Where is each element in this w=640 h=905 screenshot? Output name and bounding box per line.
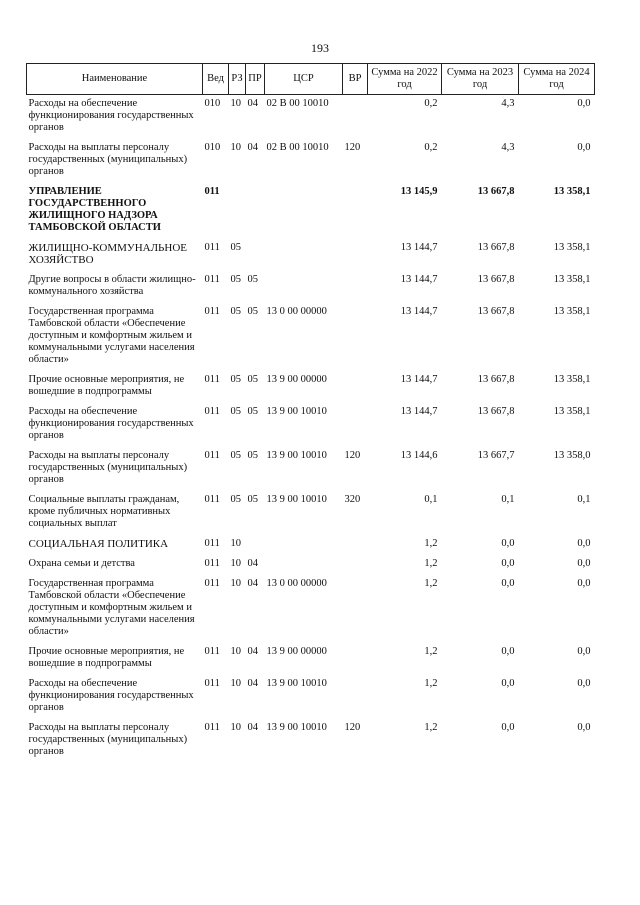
table-row (27, 95, 595, 140)
row-rz: 05 (230, 450, 241, 461)
row-sum-2024: 13 358,1 (553, 186, 591, 197)
row-pr (246, 535, 265, 555)
row-ved: 011 (204, 678, 220, 689)
row-pr: 04 (247, 578, 258, 589)
row-vr (343, 535, 368, 555)
row-pr: 05 (247, 306, 258, 317)
row-name: Государственная программа Тамбовской области «Обеспечение доступным и комфортным жильем и коммунальными услугами населения области» (28, 306, 195, 365)
row-csr: 13 9 00 00000 (266, 374, 327, 385)
row-sum-2022: 13 144,7 (400, 406, 438, 417)
row-csr: 13 9 00 10010 (266, 406, 327, 417)
table-row (27, 535, 595, 555)
row-sum-2022: 13 144,7 (400, 274, 438, 285)
row-pr: 04 (247, 98, 258, 109)
row-sum-2023: 13 667,8 (477, 374, 515, 385)
row-ved: 011 (204, 274, 220, 285)
table-row (27, 271, 595, 303)
row-rz (229, 183, 246, 239)
page-number: 193 (311, 41, 329, 55)
row-sum-2023: 13 667,8 (477, 306, 515, 317)
header-pr: ПР (246, 64, 265, 95)
row-ved: 011 (204, 306, 220, 317)
row-pr: 04 (247, 646, 258, 657)
row-sum-2022: 0,2 (424, 142, 438, 153)
row-csr: 13 0 00 00000 (266, 306, 327, 317)
row-vr: 120 (344, 142, 361, 153)
row-sum-2024: 0,0 (577, 538, 591, 549)
row-sum-2023: 0,0 (501, 578, 515, 589)
header-vr: ВР (343, 64, 368, 95)
row-sum-2023: 0,0 (501, 538, 515, 549)
row-sum-2022: 1,2 (424, 538, 438, 549)
row-ved: 011 (204, 646, 220, 657)
row-sum-2024: 0,0 (577, 646, 591, 657)
row-ved: 011 (204, 558, 220, 569)
row-sum-2022: 13 144,7 (400, 306, 438, 317)
table-row (27, 491, 595, 535)
row-sum-2024: 0,0 (577, 98, 591, 109)
row-rz: 10 (230, 142, 241, 153)
row-sum-2022: 13 145,9 (400, 186, 438, 197)
row-csr: 13 9 00 00000 (266, 646, 327, 657)
header-sum-2023: Сумма на 2023 год (442, 64, 519, 95)
row-sum-2023: 13 667,8 (477, 274, 515, 285)
row-sum-2023: 0,1 (501, 494, 515, 505)
row-sum-2024: 13 358,1 (553, 306, 591, 317)
table-row (27, 643, 595, 675)
table-row (27, 371, 595, 403)
row-rz: 10 (230, 722, 241, 733)
row-vr (343, 575, 368, 643)
row-sum-2023: 13 667,8 (477, 406, 515, 417)
row-sum-2023: 13 667,8 (477, 186, 515, 197)
row-sum-2022: 1,2 (424, 678, 438, 689)
row-sum-2022: 0,1 (424, 494, 438, 505)
row-csr (265, 535, 343, 555)
row-sum-2022: 1,2 (424, 558, 438, 569)
row-ved: 011 (204, 494, 220, 505)
header-csr: ЦСР (265, 64, 343, 95)
row-rz: 10 (230, 678, 241, 689)
row-vr (343, 303, 368, 371)
row-sum-2024: 13 358,1 (553, 406, 591, 417)
table-row (27, 555, 595, 575)
row-pr: 05 (247, 494, 258, 505)
row-name: Расходы на выплаты персоналу государственных (муниципальных) органов (28, 142, 188, 177)
row-csr: 13 9 00 10010 (266, 450, 327, 461)
table-row (27, 183, 595, 239)
row-csr: 02 В 00 10010 (266, 142, 329, 153)
row-vr (343, 403, 368, 447)
row-csr (265, 183, 343, 239)
row-ved: 011 (204, 722, 220, 733)
table-row (27, 303, 595, 371)
row-sum-2023: 4,3 (501, 142, 515, 153)
row-pr: 05 (247, 374, 258, 385)
row-ved: 011 (204, 450, 220, 461)
row-name: Расходы на обеспечение функционирования государственных органов (28, 98, 194, 133)
table-row (27, 239, 595, 271)
row-name: ЖИЛИЩНО-КОММУНАЛЬНОЕ ХОЗЯЙСТВО (28, 242, 187, 266)
row-rz: 05 (230, 242, 241, 253)
row-rz: 05 (230, 306, 241, 317)
row-ved: 011 (204, 406, 220, 417)
row-name: Другие вопросы в области жилищно-коммунального хозяйства (28, 274, 196, 297)
row-sum-2024: 13 358,1 (553, 242, 591, 253)
row-name: Охрана семьи и детства (28, 558, 135, 569)
row-pr: 04 (247, 558, 258, 569)
row-csr (265, 271, 343, 303)
row-sum-2024: 0,1 (577, 494, 591, 505)
row-rz: 10 (230, 538, 241, 549)
row-vr (343, 555, 368, 575)
table-row (27, 447, 595, 491)
row-ved: 011 (204, 538, 220, 549)
row-vr: 320 (344, 494, 361, 505)
header-sum-2022: Сумма на 2022 год (368, 64, 442, 95)
row-vr (343, 643, 368, 675)
row-name: Государственная программа Тамбовской области «Обеспечение доступным и комфортным жильем и коммунальными услугами населения области» (28, 578, 195, 637)
row-sum-2022: 13 144,6 (400, 450, 438, 461)
budget-table (26, 63, 595, 763)
row-csr: 13 9 00 10010 (266, 678, 327, 689)
row-ved: 011 (204, 578, 220, 589)
row-pr: 05 (247, 406, 258, 417)
row-name: Расходы на обеспечение функционирования государственных органов (28, 678, 194, 713)
row-vr (343, 95, 368, 140)
header-sum-2024: Сумма на 2024 год (519, 64, 595, 95)
row-vr (343, 271, 368, 303)
header-rz: РЗ (229, 64, 246, 95)
row-sum-2022: 1,2 (424, 646, 438, 657)
row-pr (246, 239, 265, 271)
row-ved: 011 (204, 242, 220, 253)
row-ved: 011 (204, 374, 220, 385)
row-sum-2022: 13 144,7 (400, 242, 438, 253)
row-sum-2023: 4,3 (501, 98, 515, 109)
row-sum-2024: 0,0 (577, 722, 591, 733)
row-name: Расходы на обеспечение функционирования государственных органов (28, 406, 194, 441)
table-header (27, 64, 595, 95)
table-row (27, 675, 595, 719)
row-pr: 05 (247, 274, 258, 285)
row-rz: 10 (230, 578, 241, 589)
row-name: Прочие основные мероприятия, не вошедшие в подпрограммы (28, 646, 185, 669)
row-sum-2024: 13 358,1 (553, 274, 591, 285)
row-vr (343, 675, 368, 719)
row-sum-2022: 0,2 (424, 98, 438, 109)
row-csr: 13 0 00 00000 (266, 578, 327, 589)
row-sum-2022: 1,2 (424, 578, 438, 589)
row-name: Прочие основные мероприятия, не вошедшие в подпрограммы (28, 374, 185, 397)
table-row (27, 575, 595, 643)
row-sum-2022: 13 144,7 (400, 374, 438, 385)
header-ved: Вед (203, 64, 229, 95)
row-sum-2023: 0,0 (501, 678, 515, 689)
row-name: СОЦИАЛЬНАЯ ПОЛИТИКА (28, 538, 169, 550)
row-vr: 120 (344, 722, 361, 733)
row-sum-2024: 0,0 (577, 142, 591, 153)
table-body (27, 95, 595, 764)
row-vr (343, 239, 368, 271)
row-sum-2023: 13 667,8 (477, 242, 515, 253)
row-csr: 02 В 00 10010 (266, 98, 329, 109)
row-ved: 010 (204, 142, 221, 153)
row-pr: 05 (247, 450, 258, 461)
row-csr (265, 555, 343, 575)
row-rz: 05 (230, 406, 241, 417)
row-csr: 13 9 00 10010 (266, 494, 327, 505)
row-sum-2024: 0,0 (577, 678, 591, 689)
row-rz: 10 (230, 646, 241, 657)
row-vr (343, 183, 368, 239)
row-pr (246, 183, 265, 239)
row-sum-2022: 1,2 (424, 722, 438, 733)
row-rz: 05 (230, 494, 241, 505)
row-pr: 04 (247, 142, 258, 153)
row-rz: 05 (230, 374, 241, 385)
row-ved: 010 (204, 98, 221, 109)
row-pr: 04 (247, 722, 258, 733)
row-name: Расходы на выплаты персоналу государственных (муниципальных) органов (28, 450, 188, 485)
row-vr (343, 371, 368, 403)
row-csr (265, 239, 343, 271)
row-sum-2023: 13 667,7 (477, 450, 515, 461)
table-row (27, 403, 595, 447)
row-sum-2024: 0,0 (577, 558, 591, 569)
row-rz: 10 (230, 558, 241, 569)
row-name: УПРАВЛЕНИЕ ГОСУДАРСТВЕННОГО ЖИЛИЩНОГО НАДЗОРА ТАМБОВСКОЙ ОБЛАСТИ (28, 186, 161, 233)
row-name: Расходы на выплаты персоналу государственных (муниципальных) органов (28, 722, 188, 757)
row-sum-2023: 0,0 (501, 646, 515, 657)
row-rz: 10 (230, 98, 241, 109)
row-sum-2024: 0,0 (577, 578, 591, 589)
header-name: Наименование (27, 64, 203, 95)
row-name: Социальные выплаты гражданам, кроме публичных нормативных социальных выплат (28, 494, 180, 529)
row-sum-2023: 0,0 (501, 558, 515, 569)
row-sum-2024: 13 358,1 (553, 374, 591, 385)
table-row (27, 139, 595, 183)
row-vr: 120 (344, 450, 361, 461)
row-ved: 011 (204, 186, 220, 197)
row-csr: 13 9 00 10010 (266, 722, 327, 733)
table-row (27, 719, 595, 763)
row-pr: 04 (247, 678, 258, 689)
row-sum-2023: 0,0 (501, 722, 515, 733)
row-sum-2024: 13 358,0 (553, 450, 591, 461)
row-rz: 05 (230, 274, 241, 285)
